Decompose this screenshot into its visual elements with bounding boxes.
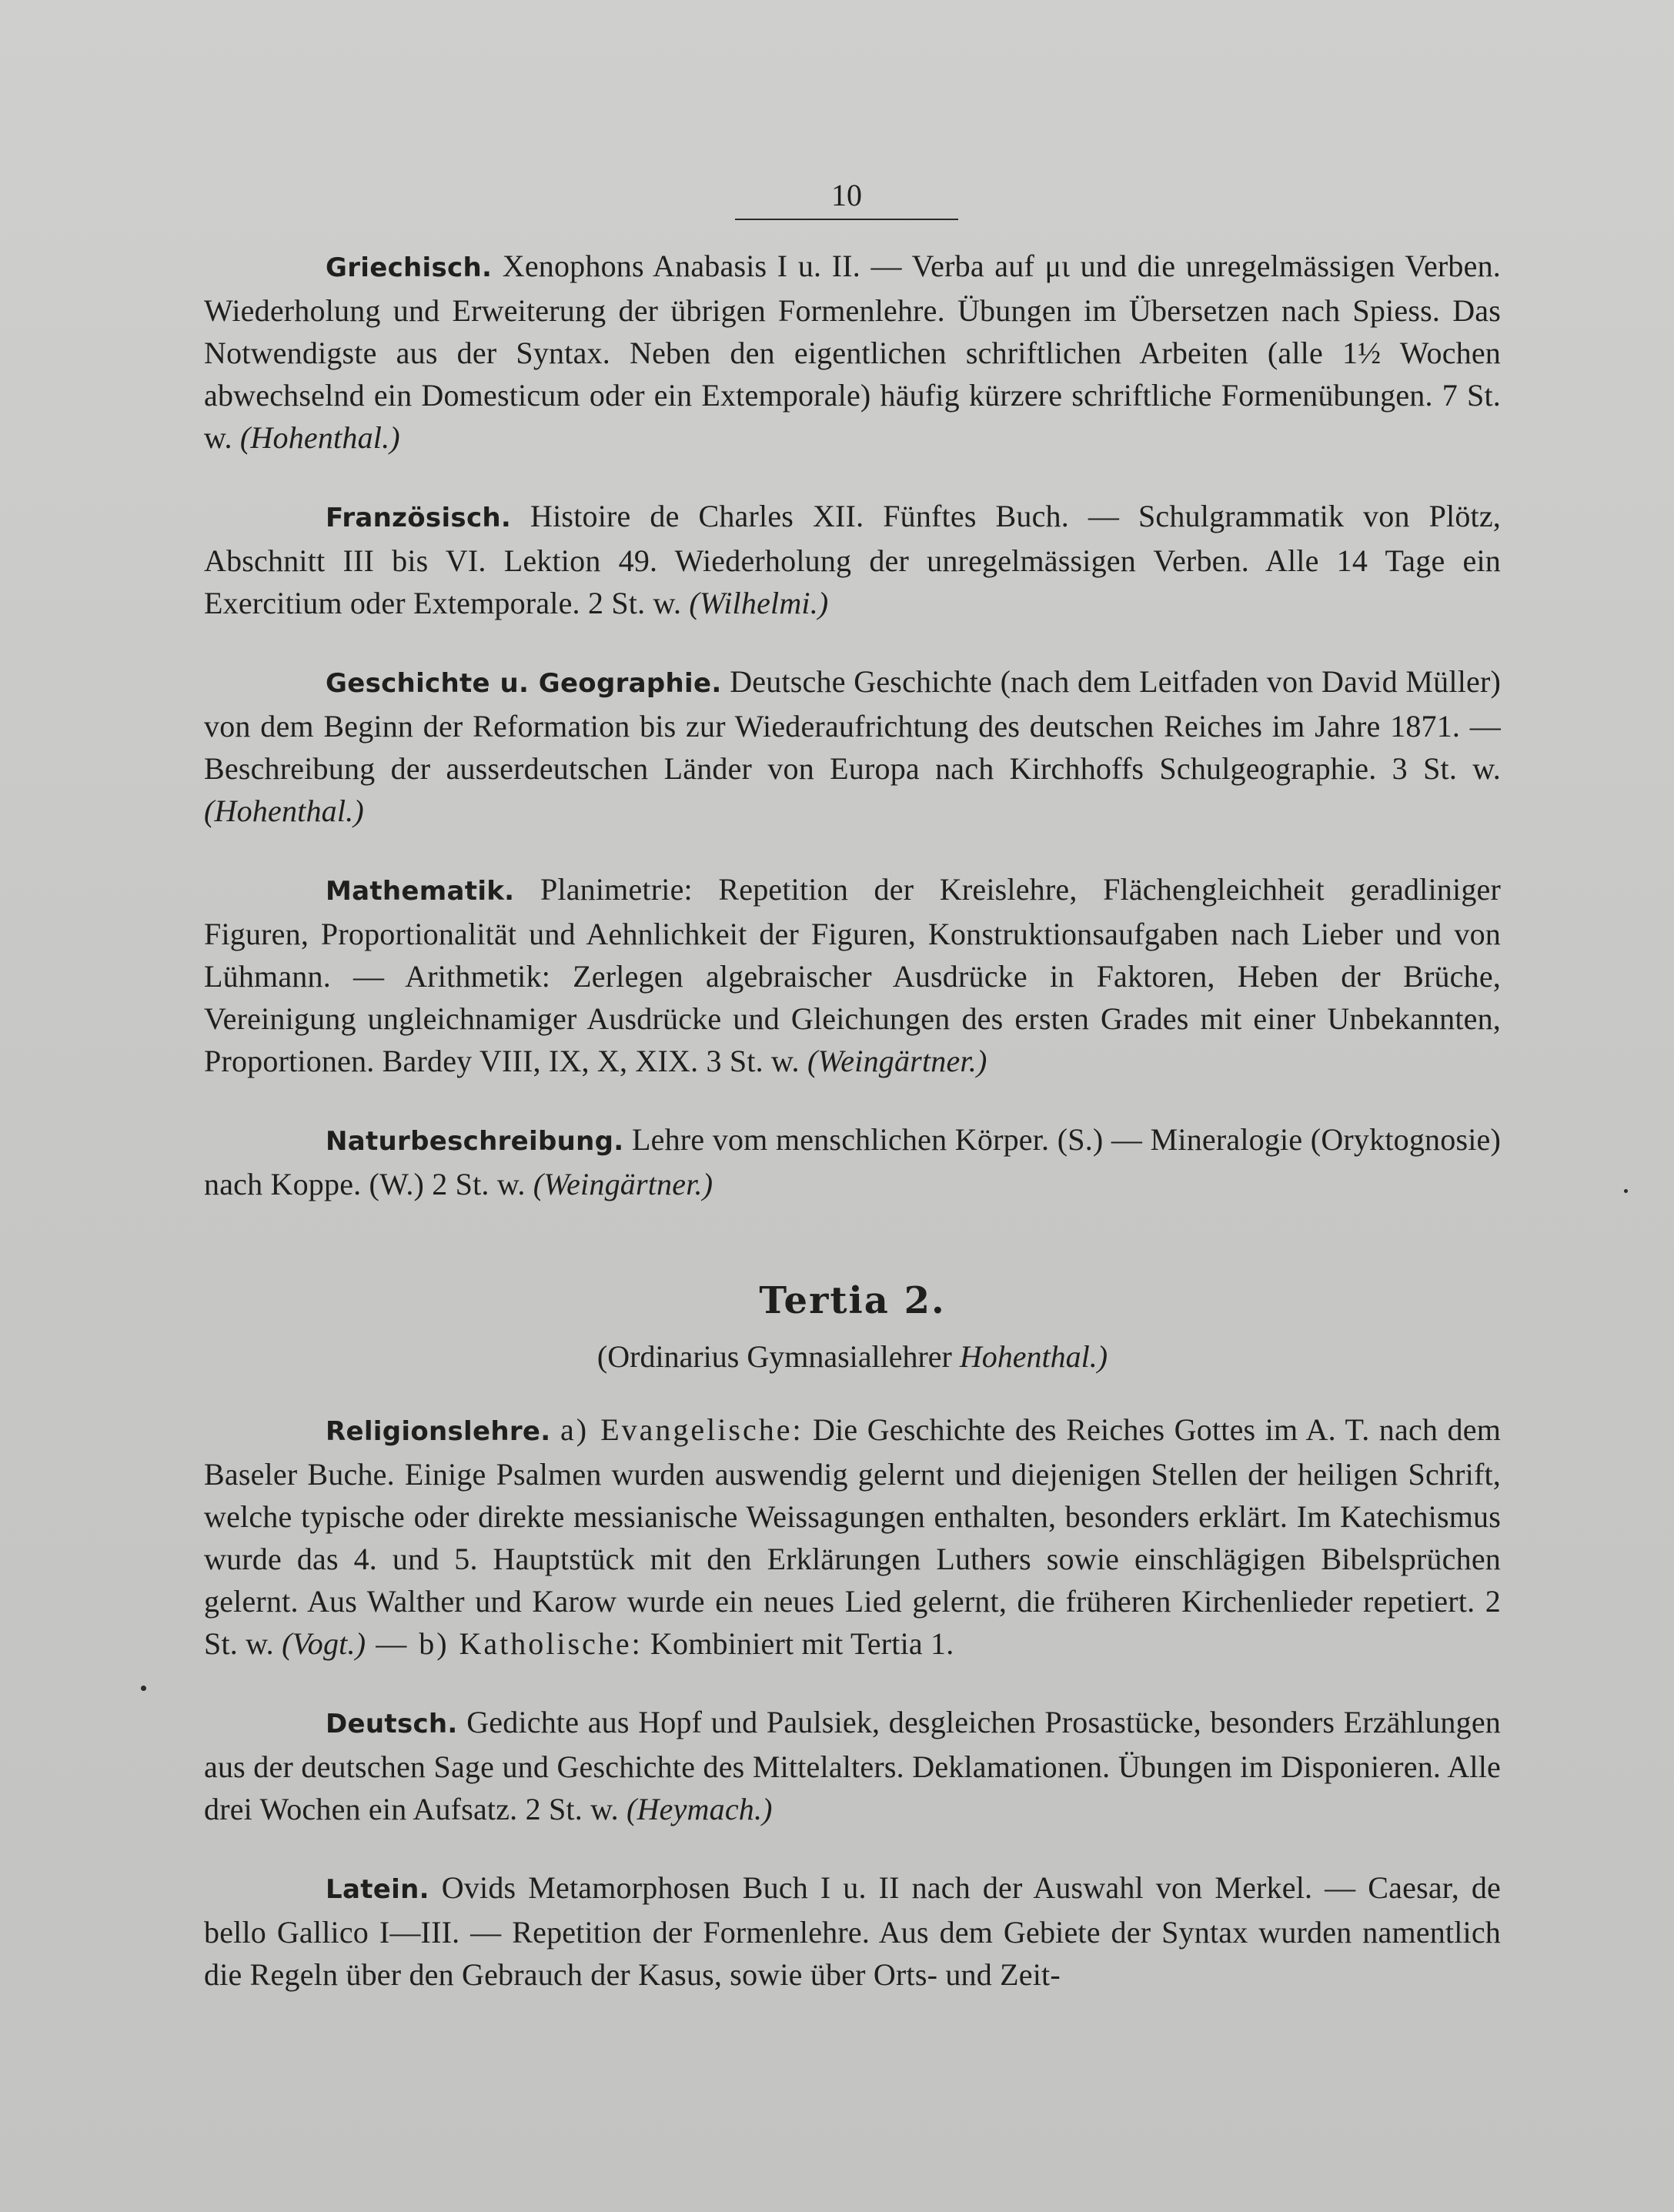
section-title: Tertia 2. [759, 1279, 946, 1322]
paragraph-mathematik [204, 868, 1501, 1082]
religion-part-b: — b) Katholische: [366, 1626, 643, 1661]
paragraph-latein [204, 1866, 1501, 1996]
paragraph-text: Ovids Metamorphosen Buch I u. II nach der Auswahl von Merkel. — Caesar, de bello Gallico I—III. — Repetition der Formenlehre. Aus dem Gebiete der Syntax wurden namentlich die Regeln über den Gebrauch der Kasus, sowie über Orts- und Zeit- [204, 1870, 1501, 1992]
teacher-name: (Wilhelmi.) [689, 586, 829, 620]
subject-heading: Französisch. [326, 503, 512, 533]
religion-part-a: a) Evangelische: [560, 1412, 804, 1447]
paragraph-franzoesisch [204, 495, 1501, 624]
paragraph-text: Kombiniert mit Tertia 1. [642, 1626, 954, 1661]
paragraph-text: Histoire de Charles XII. Fünftes Buch. — Schulgrammatik von Plötz, Abschnitt III bis VI. Lektion 49. Wiederholung der unregelmässigen Verben. Alle 14 Tage ein Exercitium oder Extemporale. 2 St. w. [204, 499, 1501, 620]
ordinarius-name: Hohenthal.) [959, 1339, 1108, 1374]
margin-speck [141, 1686, 146, 1691]
paragraph-text: Deutsche Geschichte (nach dem Leitfaden von David Müller) von dem Beginn der Reformation bis zur Wiederaufrichtung des deutschen Reiches im Jahre 1871. — Beschreibung der ausserdeutschen Länder von Europa nach Kirchhoffs Schulgeographie. 3 St. w. [204, 664, 1501, 786]
teacher-name: (Hohenthal.) [239, 420, 400, 455]
teacher-name: (Weingärtner.) [533, 1167, 713, 1201]
paragraph-text: Planimetrie: Repetition der Kreislehre, Flächengleichheit geradliniger Figuren, Proportionalität und Aehnlichkeit der Figuren, Konstruktionsaufgaben nach Lieber und von Lühmann. — Arithmetik: Zerlegen algebraischer Ausdrücke in Faktoren, Heben der Brüche, Vereinigung ungleichnamiger Ausdrücke und Gleichungen des ersten Grades mit einer Unbekannten, Proportionen. Bardey VIII, IX, X, XIX. 3 St. w. [204, 872, 1501, 1078]
body-text [204, 245, 1501, 2032]
teacher-name: (Weingärtner.) [807, 1044, 987, 1078]
subject-heading: Deutsch. [326, 1709, 458, 1739]
teacher-name: (Hohenthal.) [204, 794, 364, 828]
paragraph-griechisch [204, 245, 1501, 459]
page-header [735, 177, 958, 220]
subject-heading: Mathematik. [326, 876, 515, 907]
subject-heading: Geschichte u. Geographie. [326, 668, 722, 699]
paragraph-geschichte [204, 660, 1501, 832]
paragraph-text: Xenophons Anabasis I u. II. — Verba auf μι und die unregelmässigen Verben. Wiederholung und Erweiterung der übrigen Formenlehre. Übungen im Übersetzen nach Spiess. Das Notwendigste aus der Syntax. Neben den eigentlichen schriftlichen Arbeiten (alle 1½ Wochen abwechselnd ein Domesticum oder ein Extemporale) häufig kürzere schriftliche Formenübungen. 7 St. w. [204, 249, 1501, 455]
subject-heading: Griechisch. [326, 252, 493, 283]
teacher-name: (Heymach.) [626, 1792, 773, 1826]
paragraph-text: Gedichte aus Hopf und Paulsiek, desgleichen Prosastücke, besonders Erzählungen aus der deutschen Sage und Geschichte des Mittelalters. Deklamationen. Übungen im Disponieren. Alle drei Wochen ein Aufsatz. 2 St. w. [204, 1705, 1501, 1826]
subtitle-prefix: (Ordinarius Gymnasiallehrer [596, 1339, 960, 1374]
subject-heading: Naturbeschreibung. [326, 1126, 624, 1157]
section-subtitle [204, 1335, 1501, 1378]
margin-speck [1624, 1189, 1628, 1193]
paragraph-naturbeschreibung [204, 1118, 1501, 1205]
paragraph-religionslehre [204, 1408, 1501, 1665]
teacher-name: (Vogt.) [282, 1626, 366, 1661]
paragraph-text: Lehre vom menschlichen Körper. (S.) — Mineralogie (Oryktognosie) nach Koppe. (W.) 2 St. w. [204, 1122, 1501, 1201]
paragraph-text: Die Geschichte des Reiches Gottes im A. T. nach dem Baseler Buche. Einige Psalmen wurden auswendig gelernt und diejenigen Stellen der heiligen Schrift, welche typische oder direkte messianische Weissagungen enthalten, besonders erklärt. Im Katechismus wurde das 4. und 5. Hauptstück mit den Erklärungen Luthers sowie einschlägigen Bibelsprüchen gelernt. Aus Walther und Karow wurde ein neues Lied gelernt, die früheren Kirchenlieder repetiert. 2 St. w. [204, 1412, 1502, 1661]
page-number: 10 [831, 178, 862, 212]
header-rule [735, 219, 958, 220]
paragraph-deutsch [204, 1701, 1501, 1830]
subject-heading: Religionslehre. [326, 1416, 551, 1447]
subject-heading: Latein. [326, 1874, 429, 1905]
